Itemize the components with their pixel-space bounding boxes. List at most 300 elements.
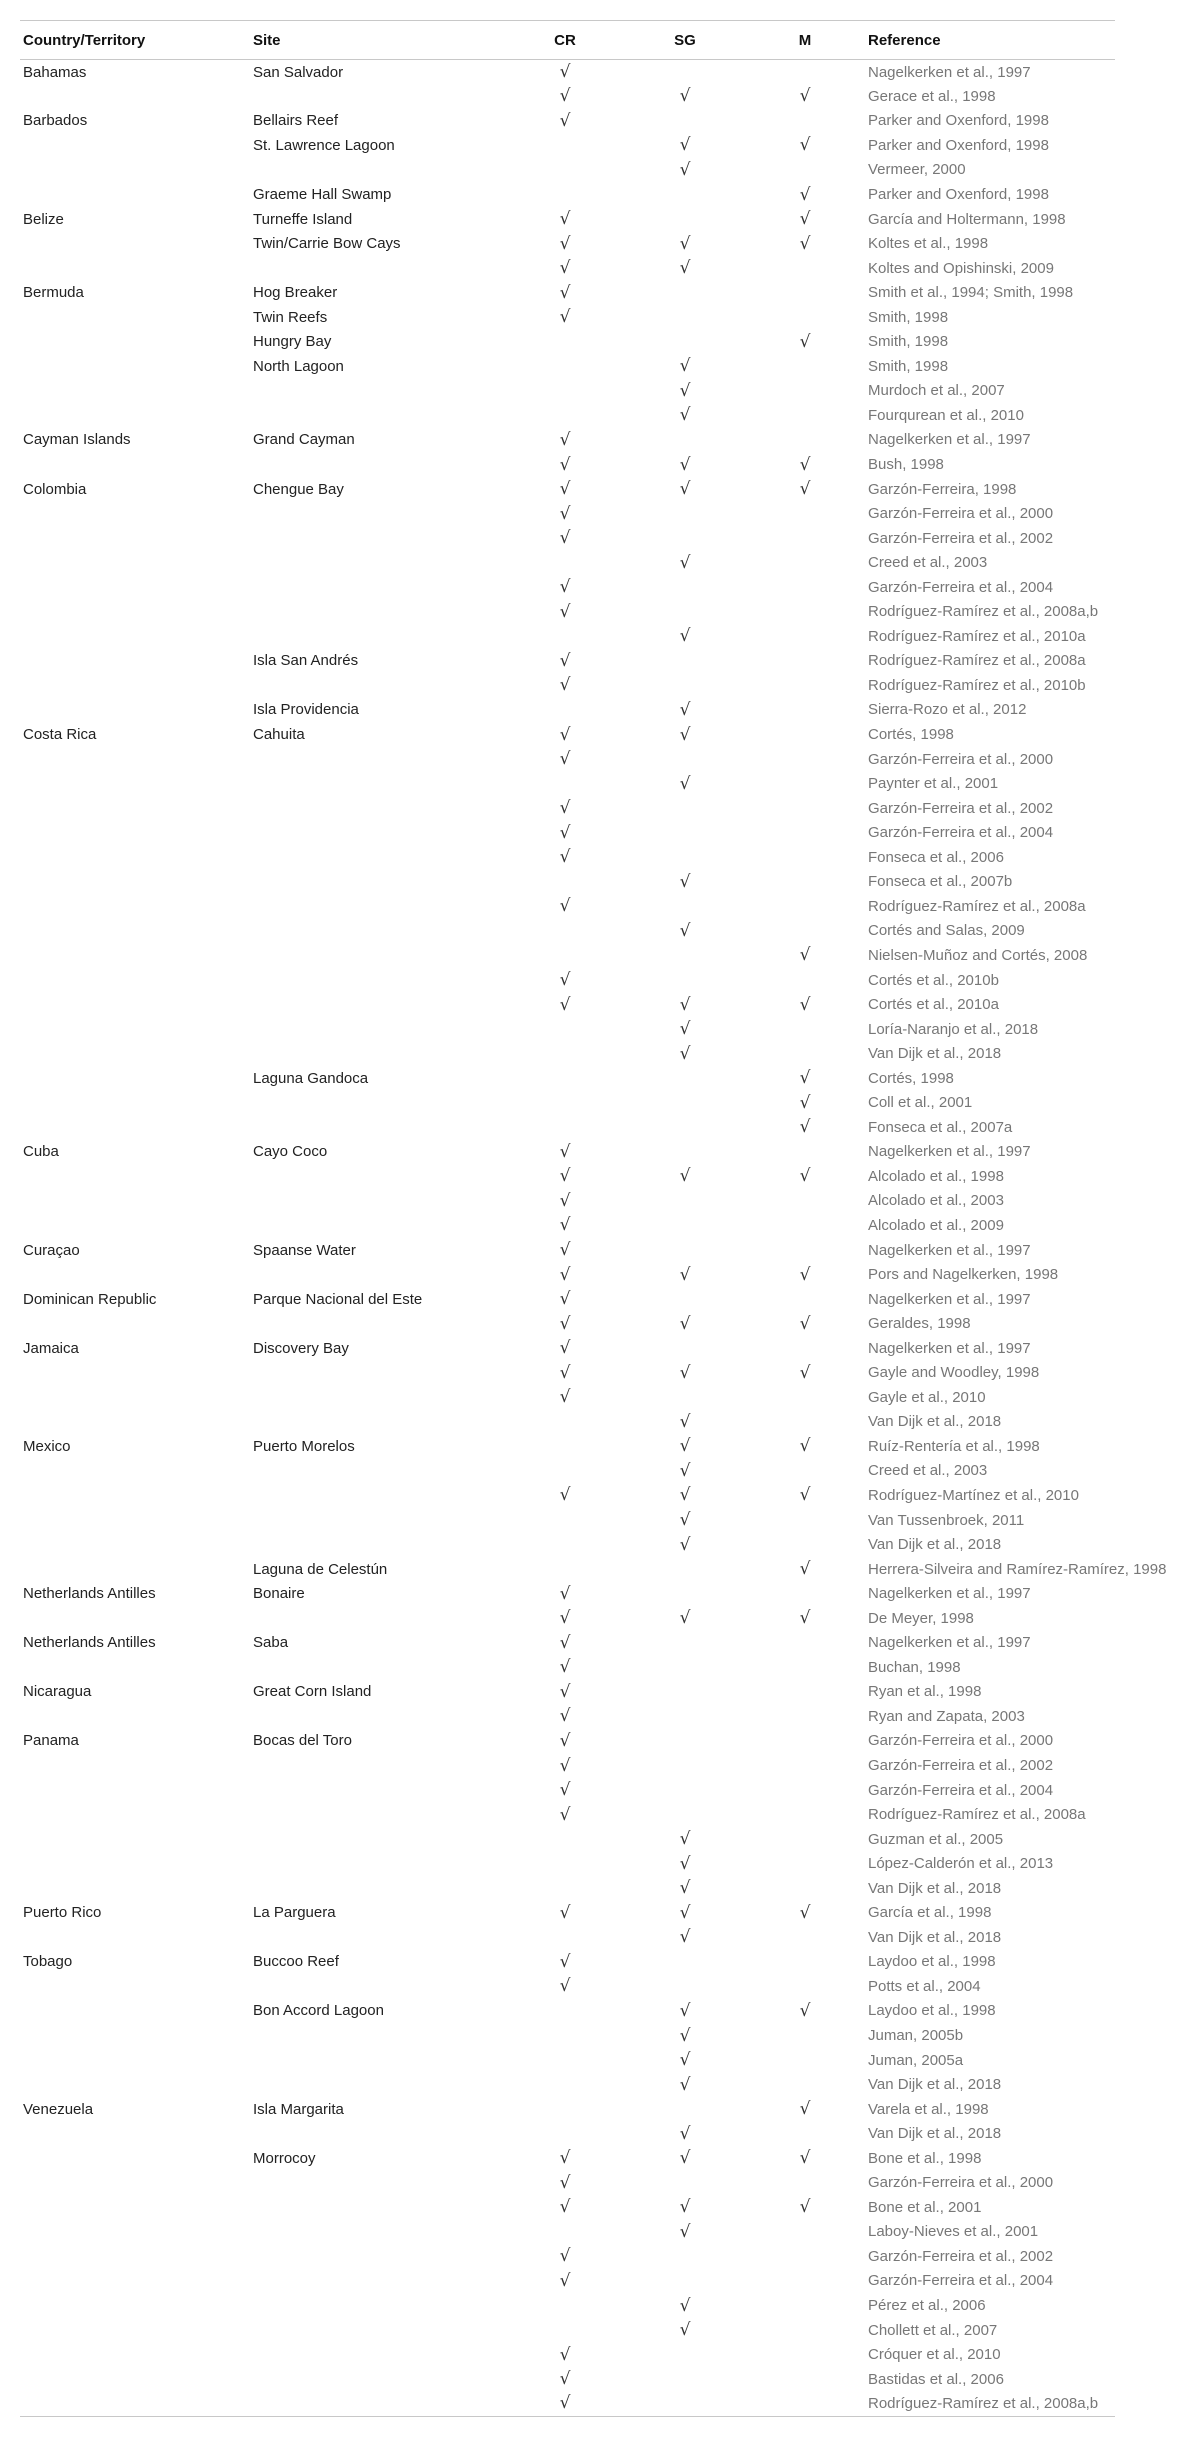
- cell-reference: Parker and Oxenford, 1998: [868, 186, 1049, 203]
- table-row: [20, 1090, 1115, 1115]
- header-site: Site: [250, 21, 505, 60]
- table-row: [20, 1851, 1115, 1876]
- cell-sg-check: [625, 1238, 745, 1263]
- cell-country: Bahamas: [23, 63, 87, 81]
- cell-m-check: [745, 1164, 865, 1189]
- table-row: [20, 894, 1115, 919]
- checkmark-icon: √: [679, 994, 691, 1015]
- cell-site: Bellairs Reef: [253, 112, 339, 130]
- cell-reference: Cortés and Salas, 2009: [868, 922, 1025, 940]
- cell-reference: Gayle et al., 2010: [868, 1388, 986, 1406]
- cell-cr-check: [505, 894, 625, 919]
- cell-cr-check: [505, 501, 625, 526]
- checkmark-icon: √: [559, 1755, 571, 1776]
- cell-reference: Fonseca et al., 2007a: [868, 1118, 1013, 1136]
- cell-country: [20, 1041, 250, 1066]
- cell-reference: Bone et al., 1998: [868, 2149, 982, 2167]
- cell-cr-check: [505, 1778, 625, 1803]
- checkmark-icon: √: [799, 1436, 811, 1457]
- checkmark-icon: √: [679, 2221, 691, 2242]
- cell-sg-check: [625, 2318, 745, 2343]
- cell-country: [20, 1827, 250, 1852]
- cell-reference: Garzón-Ferreira et al., 2004: [868, 2272, 1054, 2290]
- table-row: [20, 1729, 1115, 1754]
- cell-reference: Nagelkerken et al., 1997: [868, 431, 1031, 449]
- cell-reference: Murdoch et al., 2007: [868, 382, 1005, 400]
- cell-cr-check: [505, 1606, 625, 1631]
- cell-site: [250, 820, 505, 845]
- cell-cr-check: [505, 968, 625, 993]
- cell-country: Puerto Rico: [23, 1904, 102, 1922]
- cell-site: St. Lawrence Lagoon: [253, 136, 395, 154]
- cell-reference: Cortés et al., 2010a: [868, 996, 999, 1014]
- cell-cr-check: [505, 1213, 625, 1238]
- checkmark-icon: √: [799, 945, 811, 966]
- cell-cr-check: [505, 1925, 625, 1950]
- checkmark-icon: √: [559, 1804, 571, 1825]
- cell-cr-check: [505, 109, 625, 134]
- checkmark-icon: √: [559, 454, 571, 475]
- cell-reference: Varela et al., 1998: [868, 2100, 989, 2118]
- cell-sg-check: [625, 2023, 745, 2048]
- cell-cr-check: [505, 698, 625, 723]
- cell-reference: Rodríguez-Ramírez et al., 2008a,b: [868, 603, 1099, 621]
- cell-country: [20, 1851, 250, 1876]
- table-row: [20, 2121, 1115, 2146]
- checkmark-icon: √: [799, 1485, 811, 1506]
- cell-reference: Nagelkerken et al., 1997: [868, 1585, 1031, 1603]
- cell-cr-check: [505, 1974, 625, 1999]
- cell-cr-check: [505, 919, 625, 944]
- table-row: [20, 1532, 1115, 1557]
- cell-cr-check: [505, 1876, 625, 1901]
- cell-country: [20, 1213, 250, 1238]
- cell-m-check: [745, 1876, 865, 1901]
- checkmark-icon: √: [679, 871, 691, 892]
- cell-site: Isla Providencia: [253, 701, 359, 719]
- checkmark-icon: √: [679, 920, 691, 941]
- cell-reference: López-Calderón et al., 2013: [868, 1855, 1054, 1873]
- cell-m-check: [745, 133, 865, 158]
- cell-cr-check: [505, 1041, 625, 1066]
- cell-m-check: [745, 1925, 865, 1950]
- cell-site: Buccoo Reef: [253, 1953, 339, 1971]
- checkmark-icon: √: [679, 2320, 691, 2341]
- checkmark-icon: √: [679, 1510, 691, 1531]
- table-row: [20, 1974, 1115, 1999]
- table-row: [20, 2367, 1115, 2392]
- cell-country: [20, 796, 250, 821]
- table-row: [20, 109, 1115, 134]
- cell-m-check: [745, 452, 865, 477]
- checkmark-icon: √: [559, 258, 571, 279]
- cell-site: Bon Accord Lagoon: [253, 2002, 384, 2020]
- cell-m-check: [745, 845, 865, 870]
- checkmark-icon: √: [559, 2197, 571, 2218]
- checkmark-icon: √: [559, 675, 571, 696]
- cell-site: [250, 1360, 505, 1385]
- checkmark-icon: √: [799, 86, 811, 107]
- cell-sg-check: [625, 84, 745, 109]
- cell-country: [20, 1778, 250, 1803]
- cell-sg-check: [625, 1287, 745, 1312]
- cell-m-check: [745, 1287, 865, 1312]
- table-row: [20, 354, 1115, 379]
- cell-reference: Nagelkerken et al., 1997: [868, 1339, 1031, 1357]
- cell-site: Isla San Andrés: [253, 652, 359, 670]
- checkmark-icon: √: [559, 847, 571, 868]
- cell-m-check: [745, 2171, 865, 2196]
- table-row: [20, 428, 1115, 453]
- cell-m-check: [745, 379, 865, 404]
- cell-m-check: [745, 1115, 865, 1140]
- cell-site: [250, 1925, 505, 1950]
- checkmark-icon: √: [559, 62, 571, 83]
- cell-reference: Juman, 2005a: [868, 2051, 964, 2069]
- checkmark-icon: √: [679, 552, 691, 573]
- cell-reference: Garzón-Ferreira et al., 2002: [868, 799, 1054, 817]
- cell-m-check: [745, 1017, 865, 1042]
- cell-reference: Van Tussenbroek, 2011: [868, 1511, 1025, 1529]
- cell-country: Panama: [23, 1732, 79, 1750]
- cell-country: [20, 501, 250, 526]
- cell-m-check: [745, 2146, 865, 2171]
- cell-m-check: [745, 992, 865, 1017]
- cell-reference: Creed et al., 2003: [868, 554, 988, 572]
- cell-sg-check: [625, 1680, 745, 1705]
- cell-country: Netherlands Antilles: [23, 1585, 156, 1603]
- table-row: [20, 231, 1115, 256]
- cell-m-check: [745, 968, 865, 993]
- cell-cr-check: [505, 747, 625, 772]
- cell-site: [250, 943, 505, 968]
- cell-m-check: [745, 1262, 865, 1287]
- cell-sg-check: [625, 968, 745, 993]
- cell-sg-check: [625, 2269, 745, 2294]
- table-row: [20, 1655, 1115, 1680]
- cell-m-check: [745, 1410, 865, 1435]
- cell-sg-check: [625, 1532, 745, 1557]
- checkmark-icon: √: [559, 1141, 571, 1162]
- cell-site: Laguna de Celestún: [253, 1560, 388, 1578]
- cell-m-check: [745, 1655, 865, 1680]
- cell-site: [250, 2171, 505, 2196]
- table-row: [20, 477, 1115, 502]
- cell-country: [20, 2146, 250, 2171]
- cell-country: Cayman Islands: [23, 431, 131, 449]
- cell-m-check: [745, 2269, 865, 2294]
- cell-country: [20, 1385, 250, 1410]
- cell-cr-check: [505, 1827, 625, 1852]
- cell-site: Grand Cayman: [253, 431, 355, 449]
- cell-reference: Parker and Oxenford, 1998: [868, 136, 1049, 154]
- checkmark-icon: √: [679, 1264, 691, 1285]
- table-row: [20, 379, 1115, 404]
- cell-m-check: [745, 1213, 865, 1238]
- cell-cr-check: [505, 1631, 625, 1656]
- table-row: [20, 771, 1115, 796]
- header-cr: CR: [505, 21, 625, 60]
- table-row: [20, 1189, 1115, 1214]
- cell-country: [20, 1410, 250, 1435]
- checkmark-icon: √: [799, 1608, 811, 1629]
- cell-m-check: [745, 1631, 865, 1656]
- checkmark-icon: √: [559, 1264, 571, 1285]
- cell-m-check: [745, 624, 865, 649]
- cell-reference: Vermeer, 2000: [868, 161, 966, 179]
- cell-site: [250, 2367, 505, 2392]
- table-row: [20, 1925, 1115, 1950]
- checkmark-icon: √: [679, 233, 691, 254]
- cell-reference: Nagelkerken et al., 1997: [868, 1290, 1031, 1308]
- cell-cr-check: [505, 330, 625, 355]
- cell-cr-check: [505, 526, 625, 551]
- cell-sg-check: [625, 133, 745, 158]
- checkmark-icon: √: [559, 1166, 571, 1187]
- cell-reference: Garzón-Ferreira et al., 2004: [868, 824, 1054, 842]
- cell-sg-check: [625, 600, 745, 625]
- table-row: [20, 845, 1115, 870]
- cell-m-check: [745, 747, 865, 772]
- cell-cr-check: [505, 943, 625, 968]
- cell-sg-check: [625, 698, 745, 723]
- checkmark-icon: √: [679, 2000, 691, 2021]
- checkmark-icon: √: [559, 1289, 571, 1310]
- cell-sg-check: [625, 231, 745, 256]
- cell-reference: Bastidas et al., 2006: [868, 2370, 1004, 2388]
- cell-country: [20, 2171, 250, 2196]
- checkmark-icon: √: [679, 1878, 691, 1899]
- checkmark-icon: √: [679, 405, 691, 426]
- cell-sg-check: [625, 1827, 745, 1852]
- cell-cr-check: [505, 1410, 625, 1435]
- cell-sg-check: [625, 1950, 745, 1975]
- cell-sg-check: [625, 1410, 745, 1435]
- cell-m-check: [745, 1851, 865, 1876]
- cell-reference: Nagelkerken et al., 1997: [868, 1634, 1031, 1652]
- table-row: [20, 968, 1115, 993]
- cell-m-check: [745, 1041, 865, 1066]
- cell-reference: Guzman et al., 2005: [868, 1830, 1004, 1848]
- cell-m-check: [745, 575, 865, 600]
- cell-sg-check: [625, 820, 745, 845]
- table-row: [20, 1287, 1115, 1312]
- cell-m-check: [745, 722, 865, 747]
- checkmark-icon: √: [559, 1706, 571, 1727]
- checkmark-icon: √: [559, 503, 571, 524]
- cell-sg-check: [625, 2195, 745, 2220]
- checkmark-icon: √: [679, 1436, 691, 1457]
- cell-sg-check: [625, 1164, 745, 1189]
- cell-site: [250, 894, 505, 919]
- checkmark-icon: √: [799, 1902, 811, 1923]
- table-row: [20, 747, 1115, 772]
- cell-site: [250, 1655, 505, 1680]
- cell-m-check: [745, 2293, 865, 2318]
- cell-m-check: [745, 330, 865, 355]
- table-row: [20, 330, 1115, 355]
- cell-m-check: [745, 550, 865, 575]
- cell-sg-check: [625, 1925, 745, 1950]
- cell-site: Parque Nacional del Este: [253, 1290, 423, 1308]
- checkmark-icon: √: [559, 970, 571, 990]
- cell-cr-check: [505, 1851, 625, 1876]
- cell-sg-check: [625, 575, 745, 600]
- cell-reference: Garzón-Ferreira et al., 2002: [868, 1757, 1054, 1774]
- table-row: [20, 919, 1115, 944]
- checkmark-icon: √: [799, 1117, 811, 1138]
- cell-site: [250, 2342, 505, 2367]
- cell-sg-check: [625, 1189, 745, 1214]
- cell-reference: Alcolado et al., 2003: [868, 1192, 1004, 1210]
- cell-sg-check: [625, 649, 745, 674]
- cell-sg-check: [625, 771, 745, 796]
- cell-sg-check: [625, 1066, 745, 1091]
- checkmark-icon: √: [559, 282, 571, 303]
- table-header-row: [20, 21, 1115, 60]
- cell-reference: Loría-Naranjo et al., 2018: [868, 1020, 1039, 1038]
- cell-country: [20, 2121, 250, 2146]
- cell-reference: Van Dijk et al., 2018: [868, 1045, 1002, 1063]
- cell-reference: Van Dijk et al., 2018: [868, 1879, 1002, 1897]
- cell-reference: Alcolado et al., 2009: [868, 1216, 1004, 1234]
- checkmark-icon: √: [679, 454, 691, 475]
- cell-reference: García and Holtermann, 1998: [868, 210, 1066, 228]
- checkmark-icon: √: [559, 1632, 571, 1653]
- cell-site: [250, 550, 505, 575]
- cell-cr-check: [505, 84, 625, 109]
- cell-sg-check: [625, 158, 745, 183]
- table-row: [20, 1778, 1115, 1803]
- cell-country: Belize: [23, 210, 64, 228]
- cell-site: [250, 2220, 505, 2245]
- cell-sg-check: [625, 501, 745, 526]
- checkmark-icon: √: [679, 356, 691, 377]
- cell-country: Colombia: [23, 480, 87, 498]
- cell-site: La Parguera: [253, 1904, 336, 1922]
- cell-site: [250, 452, 505, 477]
- cell-site: Morrocoy: [253, 2149, 316, 2167]
- cell-site: [250, 526, 505, 551]
- cell-sg-check: [625, 379, 745, 404]
- checkmark-icon: √: [559, 2246, 571, 2267]
- cell-reference: Potts et al., 2004: [868, 1977, 981, 1995]
- cell-reference: Parker and Oxenford, 1998: [868, 112, 1049, 130]
- cell-country: [20, 673, 250, 698]
- checkmark-icon: √: [679, 1362, 691, 1383]
- checkmark-icon: √: [559, 577, 571, 598]
- checkmark-icon: √: [559, 233, 571, 254]
- cell-country: [20, 1557, 250, 1582]
- checkmark-icon: √: [799, 209, 811, 230]
- cell-site: [250, 1115, 505, 1140]
- cell-country: [20, 1925, 250, 1950]
- cell-country: Tobago: [23, 1953, 73, 1971]
- cell-m-check: [745, 354, 865, 379]
- cell-cr-check: [505, 649, 625, 674]
- cell-m-check: [745, 2318, 865, 2343]
- cell-sg-check: [625, 1557, 745, 1582]
- cell-country: [20, 2244, 250, 2269]
- cell-sg-check: [625, 919, 745, 944]
- checkmark-icon: √: [799, 1559, 811, 1580]
- cell-sg-check: [625, 992, 745, 1017]
- cell-reference: Sierra-Rozo et al., 2012: [868, 701, 1027, 719]
- cell-sg-check: [625, 109, 745, 134]
- table-row: [20, 624, 1115, 649]
- cell-m-check: [745, 649, 865, 674]
- cell-cr-check: [505, 992, 625, 1017]
- checkmark-icon: √: [679, 380, 691, 401]
- header-country: Country/Territory: [20, 21, 250, 60]
- cell-cr-check: [505, 624, 625, 649]
- cell-reference: Gayle and Woodley, 1998: [868, 1364, 1040, 1382]
- checkmark-icon: √: [799, 2197, 811, 2218]
- cell-m-check: [745, 403, 865, 428]
- cell-sg-check: [625, 2342, 745, 2367]
- cell-cr-check: [505, 1385, 625, 1410]
- cell-site: Puerto Morelos: [253, 1437, 355, 1455]
- cell-reference: Rodríguez-Martínez et al., 2010: [868, 1486, 1079, 1504]
- cell-sg-check: [625, 207, 745, 232]
- cell-country: [20, 1311, 250, 1336]
- checkmark-icon: √: [679, 1019, 691, 1040]
- cell-sg-check: [625, 526, 745, 551]
- cell-m-check: [745, 1704, 865, 1729]
- table-row: [20, 2391, 1115, 2416]
- cell-sg-check: [625, 1213, 745, 1238]
- cell-cr-check: [505, 1581, 625, 1606]
- table-row: [20, 649, 1115, 674]
- cell-site: Turneffe Island: [253, 210, 353, 228]
- checkmark-icon: √: [679, 135, 691, 156]
- cell-m-check: [745, 1508, 865, 1533]
- cell-sg-check: [625, 1115, 745, 1140]
- cell-cr-check: [505, 1066, 625, 1091]
- cell-country: [20, 870, 250, 895]
- checkmark-icon: √: [679, 86, 691, 107]
- table-row: [20, 182, 1115, 207]
- cell-reference: Buchan, 1998: [868, 1658, 961, 1676]
- cell-country: [20, 2342, 250, 2367]
- cell-reference: Van Dijk et al., 2018: [868, 2076, 1002, 2094]
- cell-reference: Fonseca et al., 2007b: [868, 873, 1013, 891]
- cell-sg-check: [625, 1508, 745, 1533]
- cell-country: [20, 2220, 250, 2245]
- cell-country: [20, 2318, 250, 2343]
- cell-m-check: [745, 256, 865, 281]
- cell-sg-check: [625, 1360, 745, 1385]
- checkmark-icon: √: [679, 2050, 691, 2071]
- table-row: [20, 2269, 1115, 2294]
- cell-m-check: [745, 1238, 865, 1263]
- cell-m-check: [745, 2367, 865, 2392]
- cell-m-check: [745, 2023, 865, 2048]
- cell-m-check: [745, 919, 865, 944]
- cell-sg-check: [625, 280, 745, 305]
- monitoring-sites-table: [20, 20, 1167, 2417]
- cell-site: Graeme Hall Swamp: [253, 186, 392, 203]
- cell-cr-check: [505, 2318, 625, 2343]
- cell-cr-check: [505, 2072, 625, 2097]
- cell-m-check: [745, 2220, 865, 2245]
- checkmark-icon: √: [799, 479, 811, 500]
- table-row: [20, 1827, 1115, 1852]
- cell-cr-check: [505, 1901, 625, 1926]
- checkmark-icon: √: [679, 2295, 691, 2316]
- table-row: [20, 575, 1115, 600]
- cell-m-check: [745, 477, 865, 502]
